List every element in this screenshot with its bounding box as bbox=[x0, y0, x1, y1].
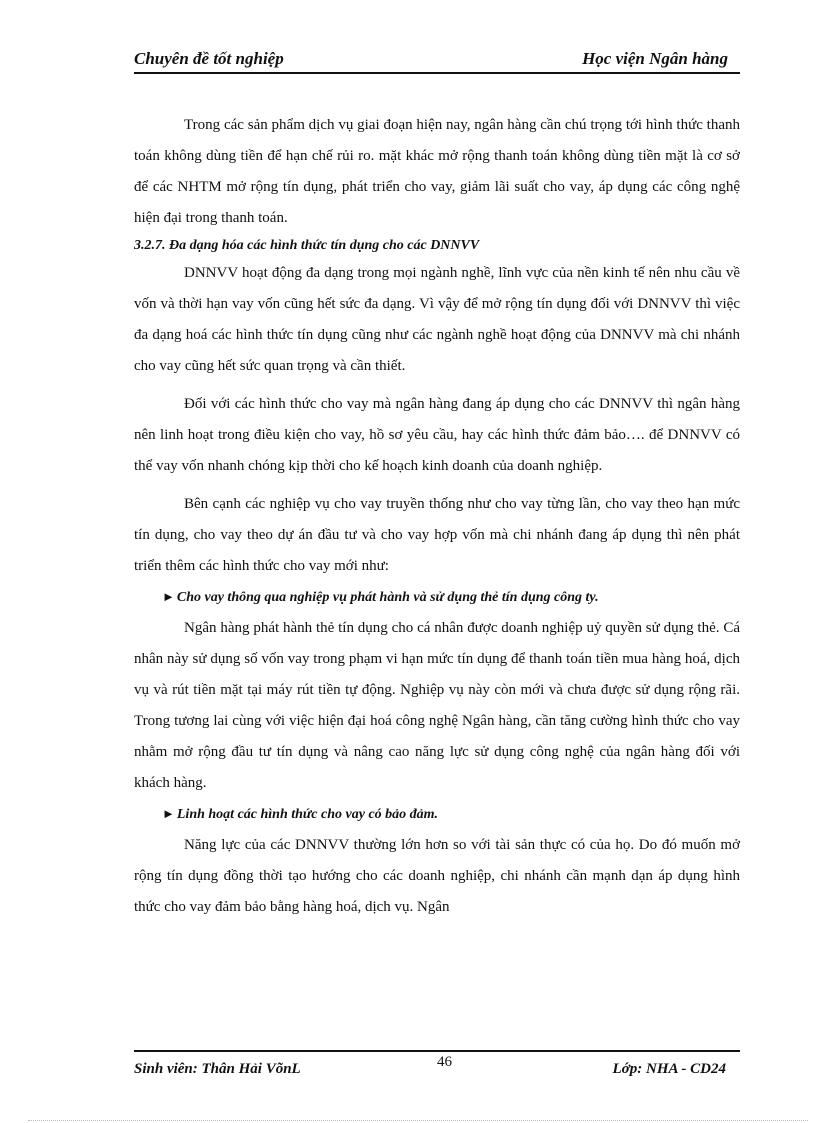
paragraph-sme-diversity: DNNVV hoạt động đa dạng trong mọi ngành nghề, lĩnh vực của nền kinh tế nên nhu cầu về vốn và thời hạn vay vốn cũng hết sức đa dạng. Vì vậy để mở rộng tín dụng đối với DNNVV thì việc đa dạng hoá các hình thức tín dụng cũng như các ngành nghề hoạt động của DNNVV mà chi nhánh cho vay cũng hết sức quan trọng và cần thiết. bbox=[134, 265, 740, 374]
footer-student-name: Sinh viên: Thân Hải VõnL bbox=[134, 1061, 301, 1077]
header-thesis-title: Chuyên đề tốt nghiệp bbox=[134, 49, 284, 68]
bullet-arrow-icon: ► bbox=[162, 806, 175, 821]
bullet-heading-credit-card-lending bbox=[162, 582, 740, 613]
paragraph-new-lending-forms: Bên cạnh các nghiệp vụ cho vay truyền thống như cho vay từng lần, cho vay theo hạn mức tín dụng, cho vay theo dự án đầu tư và cho vay hợp vốn mà chi nhánh đang áp dụng thì nên phát triển thêm các hình thức cho vay mới như: bbox=[134, 496, 740, 574]
section-heading-3-2-7: 3.2.7. Đa dạng hóa các hình thức tín dụng cho các DNNVV bbox=[134, 238, 480, 253]
paragraph-credit-card-details: Ngân hàng phát hành thẻ tín dụng cho cá nhân được doanh nghiệp uỷ quyền sử dụng thẻ. Cá nhân này sử dụng số vốn vay trong phạm vi hạn mức tín dụng để thanh toán tiền mua hàng hoá, dịch vụ và rút tiền mặt tại máy rút tiền tự động. Nghiệp vụ này còn mới và chưa được sử dụng rộng rãi. Trong tương lai cùng với việc hiện đại hoá công nghệ Ngân hàng, cần tăng cường hình thức cho vay nhằm mở rộng đầu tư tín dụng và nâng cao năng lực sử dụng công nghệ của ngân hàng đối với khách hàng. bbox=[134, 620, 740, 791]
paragraph-secured-lending-details: Năng lực của các DNNVV thường lớn hơn so với tài sản thực có của họ. Do đó muốn mở rộng tín dụng đồng thời tạo hướng cho các doanh nghiệp, chi nhánh cần mạnh dạn áp dụng hình thức cho vay đảm bảo bằng hàng hoá, dịch vụ. Ngân bbox=[134, 837, 740, 915]
bullet-heading-secured-lending bbox=[162, 799, 740, 830]
page-body bbox=[134, 110, 740, 923]
footer-class: Lớp: NHA - CD24 bbox=[612, 1061, 726, 1077]
page-header bbox=[134, 48, 740, 74]
page-number: 46 bbox=[437, 1054, 452, 1070]
bullet-heading-text: Cho vay thông qua nghiệp vụ phát hành và sử dụng thẻ tín dụng công ty. bbox=[176, 590, 599, 605]
paragraph-payment-services: Trong các sản phẩm dịch vụ giai đoạn hiện nay, ngân hàng cần chú trọng tới hình thức thanh toán không dùng tiền để hạn chế rủi ro. mặt khác mở rộng thanh toán không dùng tiền mặt là cơ sở để các NHTM mở rộng tín dụng, phát triển cho vay, giảm lãi suất cho vay, áp dụng các công nghệ hiện đại trong thanh toán. bbox=[134, 117, 740, 226]
page-bottom-divider bbox=[28, 1120, 808, 1121]
header-institution: Học viện Ngân hàng bbox=[582, 49, 728, 68]
bullet-arrow-icon: ► bbox=[162, 589, 175, 604]
bullet-heading-text: Linh hoạt các hình thức cho vay có bảo đảm. bbox=[176, 807, 439, 822]
paragraph-flexible-lending: Đối với các hình thức cho vay mà ngân hàng đang áp dụng cho các DNNVV thì ngân hàng nên linh hoạt trong điều kiện cho vay, hồ sơ yêu cầu, hay các hình thức đảm bảo…. để DNNVV có thể vay vốn nhanh chóng kịp thời cho kế hoạch kinh doanh của doanh nghiệp. bbox=[134, 396, 740, 474]
